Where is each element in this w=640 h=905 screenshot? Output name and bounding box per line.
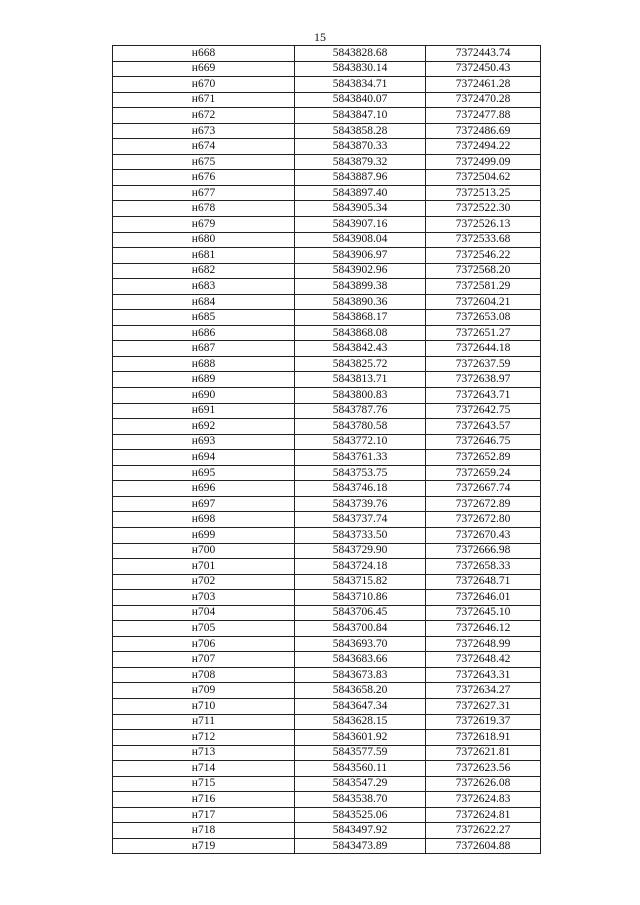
point-id-cell: н719 bbox=[113, 838, 295, 854]
x-coordinate-cell: 5843868.17 bbox=[295, 310, 426, 326]
y-coordinate-cell: 7372670.43 bbox=[426, 527, 541, 543]
y-coordinate-cell: 7372652.89 bbox=[426, 450, 541, 466]
point-id-cell: н693 bbox=[113, 434, 295, 450]
point-id-cell: н692 bbox=[113, 419, 295, 435]
point-id-cell: н691 bbox=[113, 403, 295, 419]
point-id-cell: н671 bbox=[113, 92, 295, 108]
point-id-cell: н696 bbox=[113, 481, 295, 497]
y-coordinate-cell: 7372646.12 bbox=[426, 621, 541, 637]
table-row bbox=[113, 652, 541, 668]
point-id-cell: н673 bbox=[113, 123, 295, 139]
point-id-cell: н689 bbox=[113, 372, 295, 388]
table-row bbox=[113, 745, 541, 761]
y-coordinate-cell: 7372643.71 bbox=[426, 388, 541, 404]
point-id-cell: н672 bbox=[113, 108, 295, 124]
x-coordinate-cell: 5843706.45 bbox=[295, 605, 426, 621]
y-coordinate-cell: 7372533.68 bbox=[426, 232, 541, 248]
point-id-cell: н718 bbox=[113, 823, 295, 839]
point-id-cell: н675 bbox=[113, 154, 295, 170]
y-coordinate-cell: 7372622.27 bbox=[426, 823, 541, 839]
x-coordinate-cell: 5843700.84 bbox=[295, 621, 426, 637]
y-coordinate-cell: 7372643.31 bbox=[426, 667, 541, 683]
point-id-cell: н688 bbox=[113, 356, 295, 372]
x-coordinate-cell: 5843683.66 bbox=[295, 652, 426, 668]
x-coordinate-cell: 5843830.14 bbox=[295, 61, 426, 77]
table-row bbox=[113, 559, 541, 575]
table-row bbox=[113, 698, 541, 714]
y-coordinate-cell: 7372672.89 bbox=[426, 496, 541, 512]
table-row bbox=[113, 201, 541, 217]
x-coordinate-cell: 5843842.43 bbox=[295, 341, 426, 357]
point-id-cell: н704 bbox=[113, 605, 295, 621]
x-coordinate-cell: 5843868.08 bbox=[295, 325, 426, 341]
coordinates-table-body bbox=[113, 46, 541, 854]
x-coordinate-cell: 5843847.10 bbox=[295, 108, 426, 124]
point-id-cell: н707 bbox=[113, 652, 295, 668]
point-id-cell: н713 bbox=[113, 745, 295, 761]
x-coordinate-cell: 5843906.97 bbox=[295, 248, 426, 264]
point-id-cell: н677 bbox=[113, 185, 295, 201]
x-coordinate-cell: 5843899.38 bbox=[295, 279, 426, 295]
x-coordinate-cell: 5843739.76 bbox=[295, 496, 426, 512]
point-id-cell: н714 bbox=[113, 761, 295, 777]
y-coordinate-cell: 7372504.62 bbox=[426, 170, 541, 186]
y-coordinate-cell: 7372450.43 bbox=[426, 61, 541, 77]
y-coordinate-cell: 7372581.29 bbox=[426, 279, 541, 295]
table-row bbox=[113, 263, 541, 279]
y-coordinate-cell: 7372477.88 bbox=[426, 108, 541, 124]
y-coordinate-cell: 7372667.74 bbox=[426, 481, 541, 497]
y-coordinate-cell: 7372513.25 bbox=[426, 185, 541, 201]
point-id-cell: н684 bbox=[113, 294, 295, 310]
table-row bbox=[113, 527, 541, 543]
y-coordinate-cell: 7372546.22 bbox=[426, 248, 541, 264]
x-coordinate-cell: 5843673.83 bbox=[295, 667, 426, 683]
y-coordinate-cell: 7372642.75 bbox=[426, 403, 541, 419]
coordinates-table bbox=[112, 45, 541, 854]
table-row bbox=[113, 92, 541, 108]
point-id-cell: н716 bbox=[113, 792, 295, 808]
x-coordinate-cell: 5843601.92 bbox=[295, 730, 426, 746]
y-coordinate-cell: 7372568.20 bbox=[426, 263, 541, 279]
table-row bbox=[113, 761, 541, 777]
table-row bbox=[113, 450, 541, 466]
x-coordinate-cell: 5843813.71 bbox=[295, 372, 426, 388]
table-row bbox=[113, 512, 541, 528]
point-id-cell: н706 bbox=[113, 636, 295, 652]
table-row bbox=[113, 730, 541, 746]
x-coordinate-cell: 5843761.33 bbox=[295, 450, 426, 466]
point-id-cell: н710 bbox=[113, 698, 295, 714]
x-coordinate-cell: 5843497.92 bbox=[295, 823, 426, 839]
point-id-cell: н679 bbox=[113, 217, 295, 233]
point-id-cell: н711 bbox=[113, 714, 295, 730]
table-row bbox=[113, 403, 541, 419]
table-row bbox=[113, 792, 541, 808]
x-coordinate-cell: 5843840.07 bbox=[295, 92, 426, 108]
point-id-cell: н676 bbox=[113, 170, 295, 186]
point-id-cell: н680 bbox=[113, 232, 295, 248]
y-coordinate-cell: 7372526.13 bbox=[426, 217, 541, 233]
table-row bbox=[113, 496, 541, 512]
table-row bbox=[113, 372, 541, 388]
point-id-cell: н687 bbox=[113, 341, 295, 357]
table-row bbox=[113, 574, 541, 590]
point-id-cell: н698 bbox=[113, 512, 295, 528]
y-coordinate-cell: 7372621.81 bbox=[426, 745, 541, 761]
x-coordinate-cell: 5843858.28 bbox=[295, 123, 426, 139]
table-row bbox=[113, 61, 541, 77]
x-coordinate-cell: 5843647.34 bbox=[295, 698, 426, 714]
x-coordinate-cell: 5843828.68 bbox=[295, 46, 426, 62]
point-id-cell: н686 bbox=[113, 325, 295, 341]
point-id-cell: н705 bbox=[113, 621, 295, 637]
point-id-cell: н685 bbox=[113, 310, 295, 326]
x-coordinate-cell: 5843729.90 bbox=[295, 543, 426, 559]
point-id-cell: н695 bbox=[113, 465, 295, 481]
table-row bbox=[113, 667, 541, 683]
y-coordinate-cell: 7372604.88 bbox=[426, 838, 541, 854]
y-coordinate-cell: 7372624.81 bbox=[426, 807, 541, 823]
table-row bbox=[113, 823, 541, 839]
point-id-cell: н682 bbox=[113, 263, 295, 279]
x-coordinate-cell: 5843473.89 bbox=[295, 838, 426, 854]
x-coordinate-cell: 5843787.76 bbox=[295, 403, 426, 419]
y-coordinate-cell: 7372643.57 bbox=[426, 419, 541, 435]
x-coordinate-cell: 5843547.29 bbox=[295, 776, 426, 792]
table-row bbox=[113, 185, 541, 201]
point-id-cell: н681 bbox=[113, 248, 295, 264]
x-coordinate-cell: 5843870.33 bbox=[295, 139, 426, 155]
point-id-cell: н690 bbox=[113, 388, 295, 404]
x-coordinate-cell: 5843746.18 bbox=[295, 481, 426, 497]
table-row bbox=[113, 248, 541, 264]
y-coordinate-cell: 7372522.30 bbox=[426, 201, 541, 217]
x-coordinate-cell: 5843577.59 bbox=[295, 745, 426, 761]
y-coordinate-cell: 7372637.59 bbox=[426, 356, 541, 372]
x-coordinate-cell: 5843905.34 bbox=[295, 201, 426, 217]
page-number: 15 bbox=[314, 30, 326, 44]
point-id-cell: н715 bbox=[113, 776, 295, 792]
y-coordinate-cell: 7372619.37 bbox=[426, 714, 541, 730]
x-coordinate-cell: 5843887.96 bbox=[295, 170, 426, 186]
x-coordinate-cell: 5843825.72 bbox=[295, 356, 426, 372]
x-coordinate-cell: 5843780.58 bbox=[295, 419, 426, 435]
x-coordinate-cell: 5843879.32 bbox=[295, 154, 426, 170]
table-row bbox=[113, 636, 541, 652]
table-row bbox=[113, 543, 541, 559]
y-coordinate-cell: 7372646.75 bbox=[426, 434, 541, 450]
y-coordinate-cell: 7372470.28 bbox=[426, 92, 541, 108]
point-id-cell: н699 bbox=[113, 527, 295, 543]
x-coordinate-cell: 5843538.70 bbox=[295, 792, 426, 808]
table-row bbox=[113, 807, 541, 823]
table-row bbox=[113, 139, 541, 155]
table-row bbox=[113, 714, 541, 730]
y-coordinate-cell: 7372648.71 bbox=[426, 574, 541, 590]
table-row bbox=[113, 46, 541, 62]
x-coordinate-cell: 5843525.06 bbox=[295, 807, 426, 823]
table-row bbox=[113, 465, 541, 481]
y-coordinate-cell: 7372634.27 bbox=[426, 683, 541, 699]
point-id-cell: н709 bbox=[113, 683, 295, 699]
x-coordinate-cell: 5843834.71 bbox=[295, 77, 426, 93]
x-coordinate-cell: 5843693.70 bbox=[295, 636, 426, 652]
table-row bbox=[113, 279, 541, 295]
point-id-cell: н717 bbox=[113, 807, 295, 823]
y-coordinate-cell: 7372627.31 bbox=[426, 698, 541, 714]
table-row bbox=[113, 325, 541, 341]
point-id-cell: н694 bbox=[113, 450, 295, 466]
point-id-cell: н702 bbox=[113, 574, 295, 590]
x-coordinate-cell: 5843902.96 bbox=[295, 263, 426, 279]
y-coordinate-cell: 7372499.09 bbox=[426, 154, 541, 170]
table-row bbox=[113, 590, 541, 606]
x-coordinate-cell: 5843724.18 bbox=[295, 559, 426, 575]
y-coordinate-cell: 7372494.22 bbox=[426, 139, 541, 155]
y-coordinate-cell: 7372623.56 bbox=[426, 761, 541, 777]
y-coordinate-cell: 7372638.97 bbox=[426, 372, 541, 388]
y-coordinate-cell: 7372644.18 bbox=[426, 341, 541, 357]
point-id-cell: н701 bbox=[113, 559, 295, 575]
x-coordinate-cell: 5843733.50 bbox=[295, 527, 426, 543]
table-row bbox=[113, 419, 541, 435]
y-coordinate-cell: 7372658.33 bbox=[426, 559, 541, 575]
x-coordinate-cell: 5843628.15 bbox=[295, 714, 426, 730]
point-id-cell: н703 bbox=[113, 590, 295, 606]
x-coordinate-cell: 5843897.40 bbox=[295, 185, 426, 201]
x-coordinate-cell: 5843753.75 bbox=[295, 465, 426, 481]
table-row bbox=[113, 170, 541, 186]
point-id-cell: н670 bbox=[113, 77, 295, 93]
y-coordinate-cell: 7372659.24 bbox=[426, 465, 541, 481]
x-coordinate-cell: 5843658.20 bbox=[295, 683, 426, 699]
y-coordinate-cell: 7372443.74 bbox=[426, 46, 541, 62]
x-coordinate-cell: 5843890.36 bbox=[295, 294, 426, 310]
point-id-cell: н700 bbox=[113, 543, 295, 559]
table-row bbox=[113, 294, 541, 310]
point-id-cell: н669 bbox=[113, 61, 295, 77]
table-row bbox=[113, 154, 541, 170]
y-coordinate-cell: 7372604.21 bbox=[426, 294, 541, 310]
x-coordinate-cell: 5843737.74 bbox=[295, 512, 426, 528]
x-coordinate-cell: 5843560.11 bbox=[295, 761, 426, 777]
point-id-cell: н712 bbox=[113, 730, 295, 746]
table-row bbox=[113, 310, 541, 326]
table-row bbox=[113, 232, 541, 248]
point-id-cell: н668 bbox=[113, 46, 295, 62]
table-row bbox=[113, 434, 541, 450]
table-row bbox=[113, 108, 541, 124]
table-row bbox=[113, 123, 541, 139]
y-coordinate-cell: 7372672.80 bbox=[426, 512, 541, 528]
y-coordinate-cell: 7372648.99 bbox=[426, 636, 541, 652]
x-coordinate-cell: 5843800.83 bbox=[295, 388, 426, 404]
table-row bbox=[113, 776, 541, 792]
y-coordinate-cell: 7372653.08 bbox=[426, 310, 541, 326]
y-coordinate-cell: 7372666.98 bbox=[426, 543, 541, 559]
point-id-cell: н697 bbox=[113, 496, 295, 512]
x-coordinate-cell: 5843715.82 bbox=[295, 574, 426, 590]
x-coordinate-cell: 5843907.16 bbox=[295, 217, 426, 233]
x-coordinate-cell: 5843710.86 bbox=[295, 590, 426, 606]
y-coordinate-cell: 7372461.28 bbox=[426, 77, 541, 93]
y-coordinate-cell: 7372624.83 bbox=[426, 792, 541, 808]
table-row bbox=[113, 605, 541, 621]
y-coordinate-cell: 7372645.10 bbox=[426, 605, 541, 621]
point-id-cell: н674 bbox=[113, 139, 295, 155]
y-coordinate-cell: 7372486.69 bbox=[426, 123, 541, 139]
table-row bbox=[113, 683, 541, 699]
table-row bbox=[113, 621, 541, 637]
table-row bbox=[113, 341, 541, 357]
y-coordinate-cell: 7372648.42 bbox=[426, 652, 541, 668]
table-row bbox=[113, 481, 541, 497]
table-row bbox=[113, 838, 541, 854]
table-row bbox=[113, 356, 541, 372]
table-row bbox=[113, 77, 541, 93]
y-coordinate-cell: 7372646.01 bbox=[426, 590, 541, 606]
x-coordinate-cell: 5843772.10 bbox=[295, 434, 426, 450]
point-id-cell: н683 bbox=[113, 279, 295, 295]
y-coordinate-cell: 7372626.08 bbox=[426, 776, 541, 792]
table-row bbox=[113, 388, 541, 404]
point-id-cell: н708 bbox=[113, 667, 295, 683]
y-coordinate-cell: 7372651.27 bbox=[426, 325, 541, 341]
point-id-cell: н678 bbox=[113, 201, 295, 217]
x-coordinate-cell: 5843908.04 bbox=[295, 232, 426, 248]
y-coordinate-cell: 7372618.91 bbox=[426, 730, 541, 746]
table-row bbox=[113, 217, 541, 233]
